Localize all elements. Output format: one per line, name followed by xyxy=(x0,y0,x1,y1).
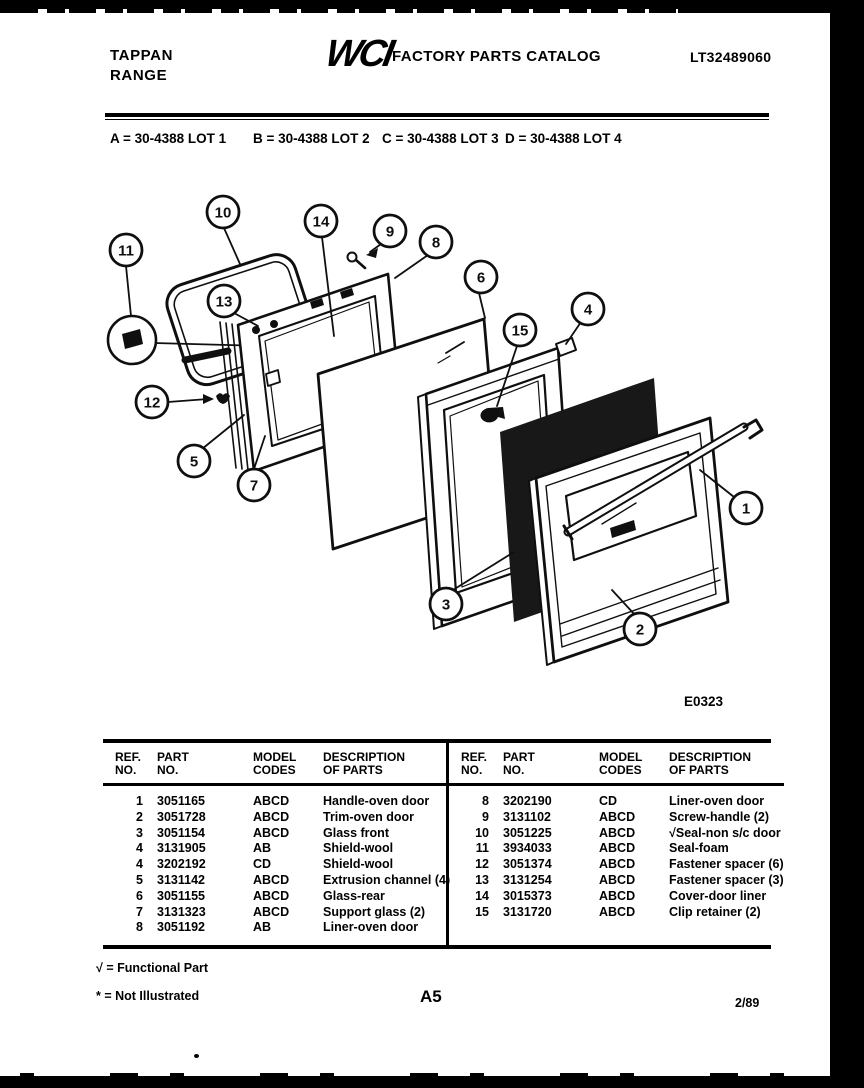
svg-text:13: 13 xyxy=(215,293,233,311)
svg-text:1: 1 xyxy=(741,500,751,518)
svg-text:10: 10 xyxy=(214,204,232,222)
scan-artifact-right-bar xyxy=(830,0,864,1088)
parts-table-right xyxy=(446,743,784,945)
table-row: 5 3131142 ABCD Extrusion channel (4) xyxy=(136,872,451,887)
scan-noise xyxy=(20,1073,820,1076)
model-lot-c: C = 30-4388 LOT 3 xyxy=(382,131,499,146)
model-lot-d: D = 30-4388 LOT 4 xyxy=(505,131,622,146)
publication-number: LT32489060 xyxy=(690,49,772,65)
col-model: MODEL CODES xyxy=(253,750,297,777)
parts-table xyxy=(103,739,784,949)
scan-artifact-top-bar xyxy=(0,0,864,13)
table-row: 3 3051154 ABCD Glass front xyxy=(136,825,389,840)
table-row: 8 3202190 CD Liner-oven door xyxy=(482,794,765,808)
model-lot-a: A = 30-4388 LOT 1 xyxy=(110,131,227,146)
table-row: 4 3131905 AB Shield-wool xyxy=(136,841,394,856)
table-row: 11 3934033 ABCD Seal-foam xyxy=(475,841,729,856)
fastener-spacer-part xyxy=(216,393,230,404)
brand-line2: RANGE xyxy=(110,67,168,84)
svg-text:9: 9 xyxy=(385,223,395,241)
svg-text:4: 4 xyxy=(583,301,593,319)
table-header xyxy=(103,743,446,786)
callout-3 xyxy=(430,588,462,620)
col-desc: DESCRIPTION OF PARTS xyxy=(323,750,406,777)
col-part: PART NO. xyxy=(157,750,189,777)
svg-text:14: 14 xyxy=(312,213,330,231)
callout-8 xyxy=(420,226,452,258)
callout-5 xyxy=(178,445,210,477)
col-model: MODEL CODES xyxy=(599,750,643,777)
svg-text:11: 11 xyxy=(118,242,134,260)
catalog-title: FACTORY PARTS CATALOG xyxy=(392,48,601,65)
svg-text:6: 6 xyxy=(476,269,486,287)
col-ref: REF. NO. xyxy=(461,750,488,777)
table-row: 12 3051374 ABCD Fastener spacer (6) xyxy=(475,857,784,872)
callout-7 xyxy=(238,469,270,501)
col-ref: REF. NO. xyxy=(115,750,142,777)
table-row: 1 3051165 ABCD Handle-oven door xyxy=(136,794,430,808)
svg-text:3: 3 xyxy=(441,596,451,614)
callout-15 xyxy=(504,314,536,346)
header-rule-thin xyxy=(105,119,769,120)
col-desc: DESCRIPTION OF PARTS xyxy=(669,750,752,777)
footnote-functional-part: √ = Functional Part xyxy=(96,961,209,975)
model-lot-b: B = 30-4388 LOT 2 xyxy=(253,131,370,146)
callout-2 xyxy=(624,613,656,645)
callout-4 xyxy=(572,293,604,325)
scan-dot xyxy=(194,1054,199,1058)
table-row: 10 3051225 ABCD √Seal-non s/c door xyxy=(475,825,781,840)
table-row: 2 3051728 ABCD Trim-oven door xyxy=(136,809,414,824)
callout-6 xyxy=(465,261,497,293)
table-body xyxy=(449,786,784,929)
table-row: 13 3131254 ABCD Fastener spacer (3) xyxy=(475,872,784,887)
exploded-view-diagram xyxy=(88,178,778,708)
svg-text:8: 8 xyxy=(431,234,441,252)
seal-foam-strip xyxy=(185,351,228,360)
table-header xyxy=(449,743,784,786)
parts-table-left xyxy=(103,743,451,945)
svg-text:5: 5 xyxy=(189,453,199,471)
callout-11 xyxy=(110,234,142,266)
callout-13 xyxy=(208,285,240,317)
callout-9 xyxy=(374,215,406,247)
svg-text:12: 12 xyxy=(143,394,161,412)
footnote-not-illustrated: * = Not Illustrated xyxy=(96,989,200,1003)
callout-10 xyxy=(207,196,239,228)
revision-date: 2/89 xyxy=(735,996,760,1010)
svg-text:15: 15 xyxy=(511,322,529,340)
table-row: 8 3051192 AB Liner-oven door xyxy=(136,920,419,935)
svg-text:7: 7 xyxy=(249,477,259,495)
brand-name xyxy=(110,46,173,86)
wci-logo: WCI xyxy=(322,33,395,75)
callout-14 xyxy=(305,205,337,237)
seal-detail-circle xyxy=(108,316,156,364)
callout-1 xyxy=(730,492,762,524)
screw-part xyxy=(348,253,366,269)
brand-line1: TAPPAN xyxy=(110,47,174,64)
table-row: 14 3015373 ABCD Cover-door liner xyxy=(475,888,767,903)
figure-code: E0323 xyxy=(684,694,724,709)
table-row: 4 3202192 CD Shield-wool xyxy=(136,857,394,872)
table-row: 6 3051155 ABCD Glass-rear xyxy=(136,888,385,903)
page-code: A5 xyxy=(420,987,442,1006)
scan-artifact-bottom-bar xyxy=(0,1076,864,1088)
table-row: 15 3131720 ABCD Clip retainer (2) xyxy=(475,904,761,919)
svg-text:2: 2 xyxy=(635,621,645,639)
scan-noise xyxy=(38,9,678,13)
header-rule xyxy=(105,113,769,117)
callout-12 xyxy=(136,386,168,418)
table-body xyxy=(103,786,451,945)
col-part: PART NO. xyxy=(503,750,535,777)
table-row: 7 3131323 ABCD Support glass (2) xyxy=(136,904,426,919)
table-row: 9 3131102 ABCD Screw-handle (2) xyxy=(482,809,770,824)
